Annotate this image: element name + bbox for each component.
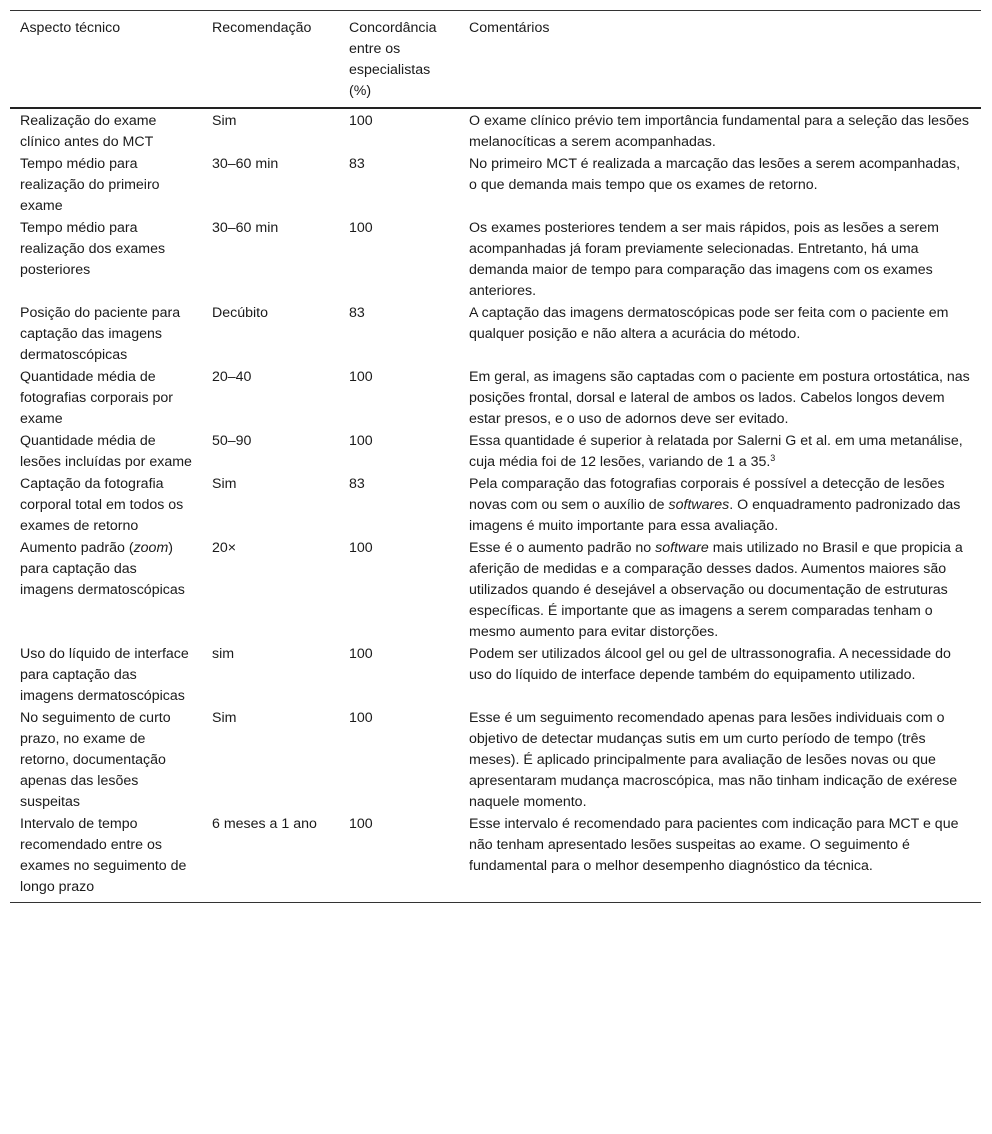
table-row	[10, 218, 981, 303]
text-segment: Aumento padrão (	[20, 540, 134, 556]
comment-cell	[459, 303, 981, 367]
table-row	[10, 154, 981, 218]
aspect-cell: Quantidade média de fotografias corporais por exame	[20, 369, 173, 427]
text-segment: . O enquadramento padronizado das imagens é muito importante para essa avaliação.	[469, 497, 961, 534]
aspect-cell: Quantidade média de lesões incluídas por exame	[20, 433, 192, 470]
table-row	[10, 108, 981, 154]
text-segment: Podem ser utilizados álcool gel ou gel de ultrassonografia. A necessidade do uso do líquido de interface depende também do equipamento utilizado.	[469, 646, 951, 683]
text-segment: ) para captação das imagens dermatoscópicas	[20, 540, 185, 598]
table-row	[10, 303, 981, 367]
aspect-cell	[10, 538, 202, 644]
comment-cell	[459, 108, 981, 154]
agreement-cell: 100	[349, 113, 373, 129]
header-row	[10, 11, 981, 109]
recommendation-cell: Sim	[212, 476, 237, 492]
aspect-cell: Intervalo de tempo recomendado entre os exames no seguimento de longo prazo	[20, 816, 187, 895]
comment-cell	[459, 538, 981, 644]
agreement-cell: 83	[349, 476, 365, 492]
text-segment: Os exames posteriores tendem a ser mais rápidos, pois as lesões a serem acompanhadas já foram previamente selecionadas. Entretanto, há uma demanda maior de tempo para comparação das imagens com os exames anteriores.	[469, 220, 939, 299]
text-segment: Esse intervalo é recomendado para pacientes com indicação para MCT e que não tenham apresentado lesões suspeitas ao exame. O seguimento é fundamental para o melhor desempenho diagnóstico da técnica.	[469, 816, 959, 874]
text-segment: Essa quantidade é superior à relatada por Salerni G et al. em uma metanálise, cuja média foi de 12 lesões, variando de 1 a 35.	[469, 433, 963, 470]
text-segment: No primeiro MCT é realizada a marcação das lesões a serem acompanhadas, o que demanda mais tempo que os exames de retorno.	[469, 156, 961, 193]
comment-cell	[459, 708, 981, 814]
recommendation-cell: 30–60 min	[212, 156, 279, 172]
agreement-cell: 100	[349, 710, 373, 726]
table-row	[10, 474, 981, 538]
header-comments: Comentários	[469, 20, 550, 36]
table-body	[10, 108, 981, 903]
text-segment: Esse é um seguimento recomendado apenas para lesões individuais com o objetivo de detectar mudanças sutis em um curto período de tempo (três meses). É aplicado principalmente para avaliação de lesões novas ou que apresentaram mudança macroscópica, mas não tinham indicação de exérese naquele momento.	[469, 710, 958, 810]
text-segment: Pela comparação das fotografias corporais é possível a detecção de lesões novas com ou sem o auxílio de	[469, 476, 945, 513]
table-row	[10, 814, 981, 903]
comment-cell	[459, 474, 981, 538]
agreement-cell: 100	[349, 369, 373, 385]
comment-cell	[459, 154, 981, 218]
header-aspect: Aspecto técnico	[20, 20, 121, 36]
text-segment: Em geral, as imagens são captadas com o paciente em postura ortostática, nas posições frontal, dorsal e lateral de ambos os lados. Cabelos longos devem estar presos, e o uso de adornos deve ser evitado.	[469, 369, 970, 427]
text-segment: Esse é o aumento padrão no	[469, 540, 656, 556]
header-recommendation: Recomendação	[212, 20, 312, 36]
recommendation-cell: 20×	[212, 540, 237, 556]
italic-term: zoom	[133, 540, 169, 556]
agreement-cell: 100	[349, 433, 373, 449]
text-segment: O exame clínico prévio tem importância fundamental para a seleção das lesões melanocíticas a serem acompanhadas.	[469, 113, 969, 150]
table-row	[10, 644, 981, 708]
agreement-cell: 83	[349, 305, 365, 321]
comment-cell	[459, 218, 981, 303]
recommendation-cell: 30–60 min	[212, 220, 279, 236]
italic-term: softwares	[668, 497, 730, 513]
header-agreement: Concordância entre os especialistas (%)	[349, 20, 437, 99]
recommendation-cell: Sim	[212, 710, 237, 726]
comment-cell	[459, 367, 981, 431]
comment-cell	[459, 814, 981, 903]
aspect-cell: Captação da fotografia corporal total em todos os exames de retorno	[20, 476, 184, 534]
aspect-cell: Uso do líquido de interface para captação das imagens dermatoscópicas	[20, 646, 189, 704]
agreement-cell: 100	[349, 540, 373, 556]
italic-term: software	[655, 540, 709, 556]
aspect-cell: Posição do paciente para captação das imagens dermatoscópicas	[20, 305, 181, 363]
agreement-cell: 100	[349, 220, 373, 236]
recommendation-cell: Decúbito	[212, 305, 268, 321]
recommendations-table	[10, 10, 981, 903]
reference-superscript: 3	[770, 453, 776, 463]
recommendation-cell: 20–40	[212, 369, 252, 385]
aspect-cell: Tempo médio para realização dos exames posteriores	[20, 220, 166, 278]
text-segment: A captação das imagens dermatoscópicas pode ser feita com o paciente em qualquer posição e não altera a acurácia do método.	[469, 305, 949, 342]
comment-cell	[459, 431, 981, 474]
table-row	[10, 538, 981, 644]
recommendation-cell: Sim	[212, 113, 237, 129]
aspect-cell: No seguimento de curto prazo, no exame de retorno, documentação apenas das lesões suspeitas	[20, 710, 171, 810]
recommendation-cell: sim	[212, 646, 235, 662]
table-row	[10, 708, 981, 814]
agreement-cell: 100	[349, 816, 373, 832]
recommendation-cell: 6 meses a 1 ano	[212, 816, 317, 832]
table-row	[10, 367, 981, 431]
aspect-cell: Realização do exame clínico antes do MCT	[20, 113, 157, 150]
comment-cell	[459, 644, 981, 708]
text-segment: mais utilizado no Brasil e que propicia a aferição de medidas e a comparação desses dados. Aumentos maiores são utilizados quando é desejável a observação ou documentação de estruturas específicas. É importante que as imagens a serem comparadas tenham o mesmo aumento para evitar distorções.	[469, 540, 963, 640]
agreement-cell: 100	[349, 646, 373, 662]
table-row	[10, 431, 981, 474]
recommendation-cell: 50–90	[212, 433, 252, 449]
table-header	[10, 11, 981, 109]
agreement-cell: 83	[349, 156, 365, 172]
aspect-cell: Tempo médio para realização do primeiro exame	[20, 156, 160, 214]
